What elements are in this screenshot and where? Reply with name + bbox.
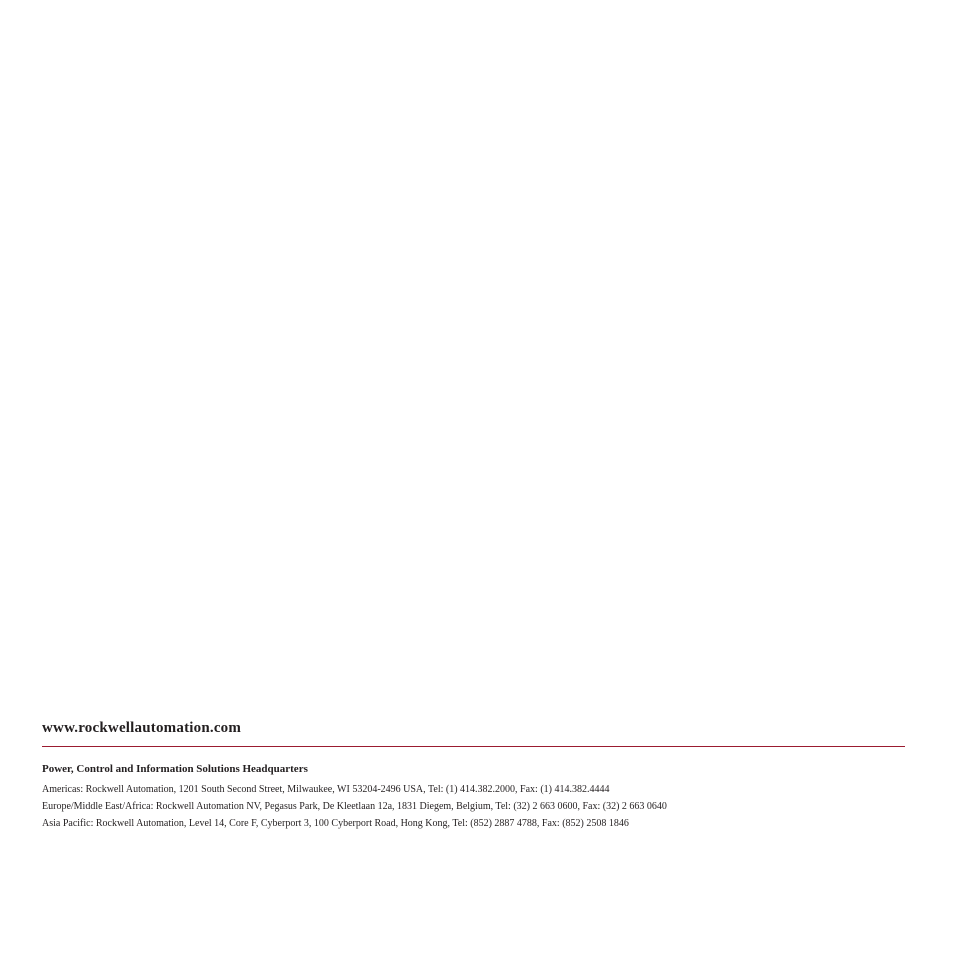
footer-divider (42, 746, 905, 747)
website-link[interactable]: www.rockwellautomation.com (42, 720, 242, 736)
headquarters-addresses (42, 781, 905, 832)
address-emea: Europe/Middle East/Africa: Rockwell Automation NV, Pegasus Park, De Kleetlaan 12a, 1831 Diegem, Belgium, Tel: (32) 2 663 0600, Fax: (32) 2 663 0640 (42, 801, 667, 812)
address-asia-pacific: Asia Pacific: Rockwell Automation, Level 14, Core F, Cyberport 3, 100 Cyberport Road, Hong Kong, Tel: (852) 2887 4788, Fax: (852) 2508 1846 (42, 818, 629, 829)
page-footer (42, 718, 905, 832)
headquarters-heading: Power, Control and Information Solutions Headquarters (42, 763, 308, 775)
address-americas: Americas: Rockwell Automation, 1201 South Second Street, Milwaukee, WI 53204-2496 USA, Tel: (1) 414.382.2000, Fax: (1) 414.382.4444 (42, 784, 610, 795)
